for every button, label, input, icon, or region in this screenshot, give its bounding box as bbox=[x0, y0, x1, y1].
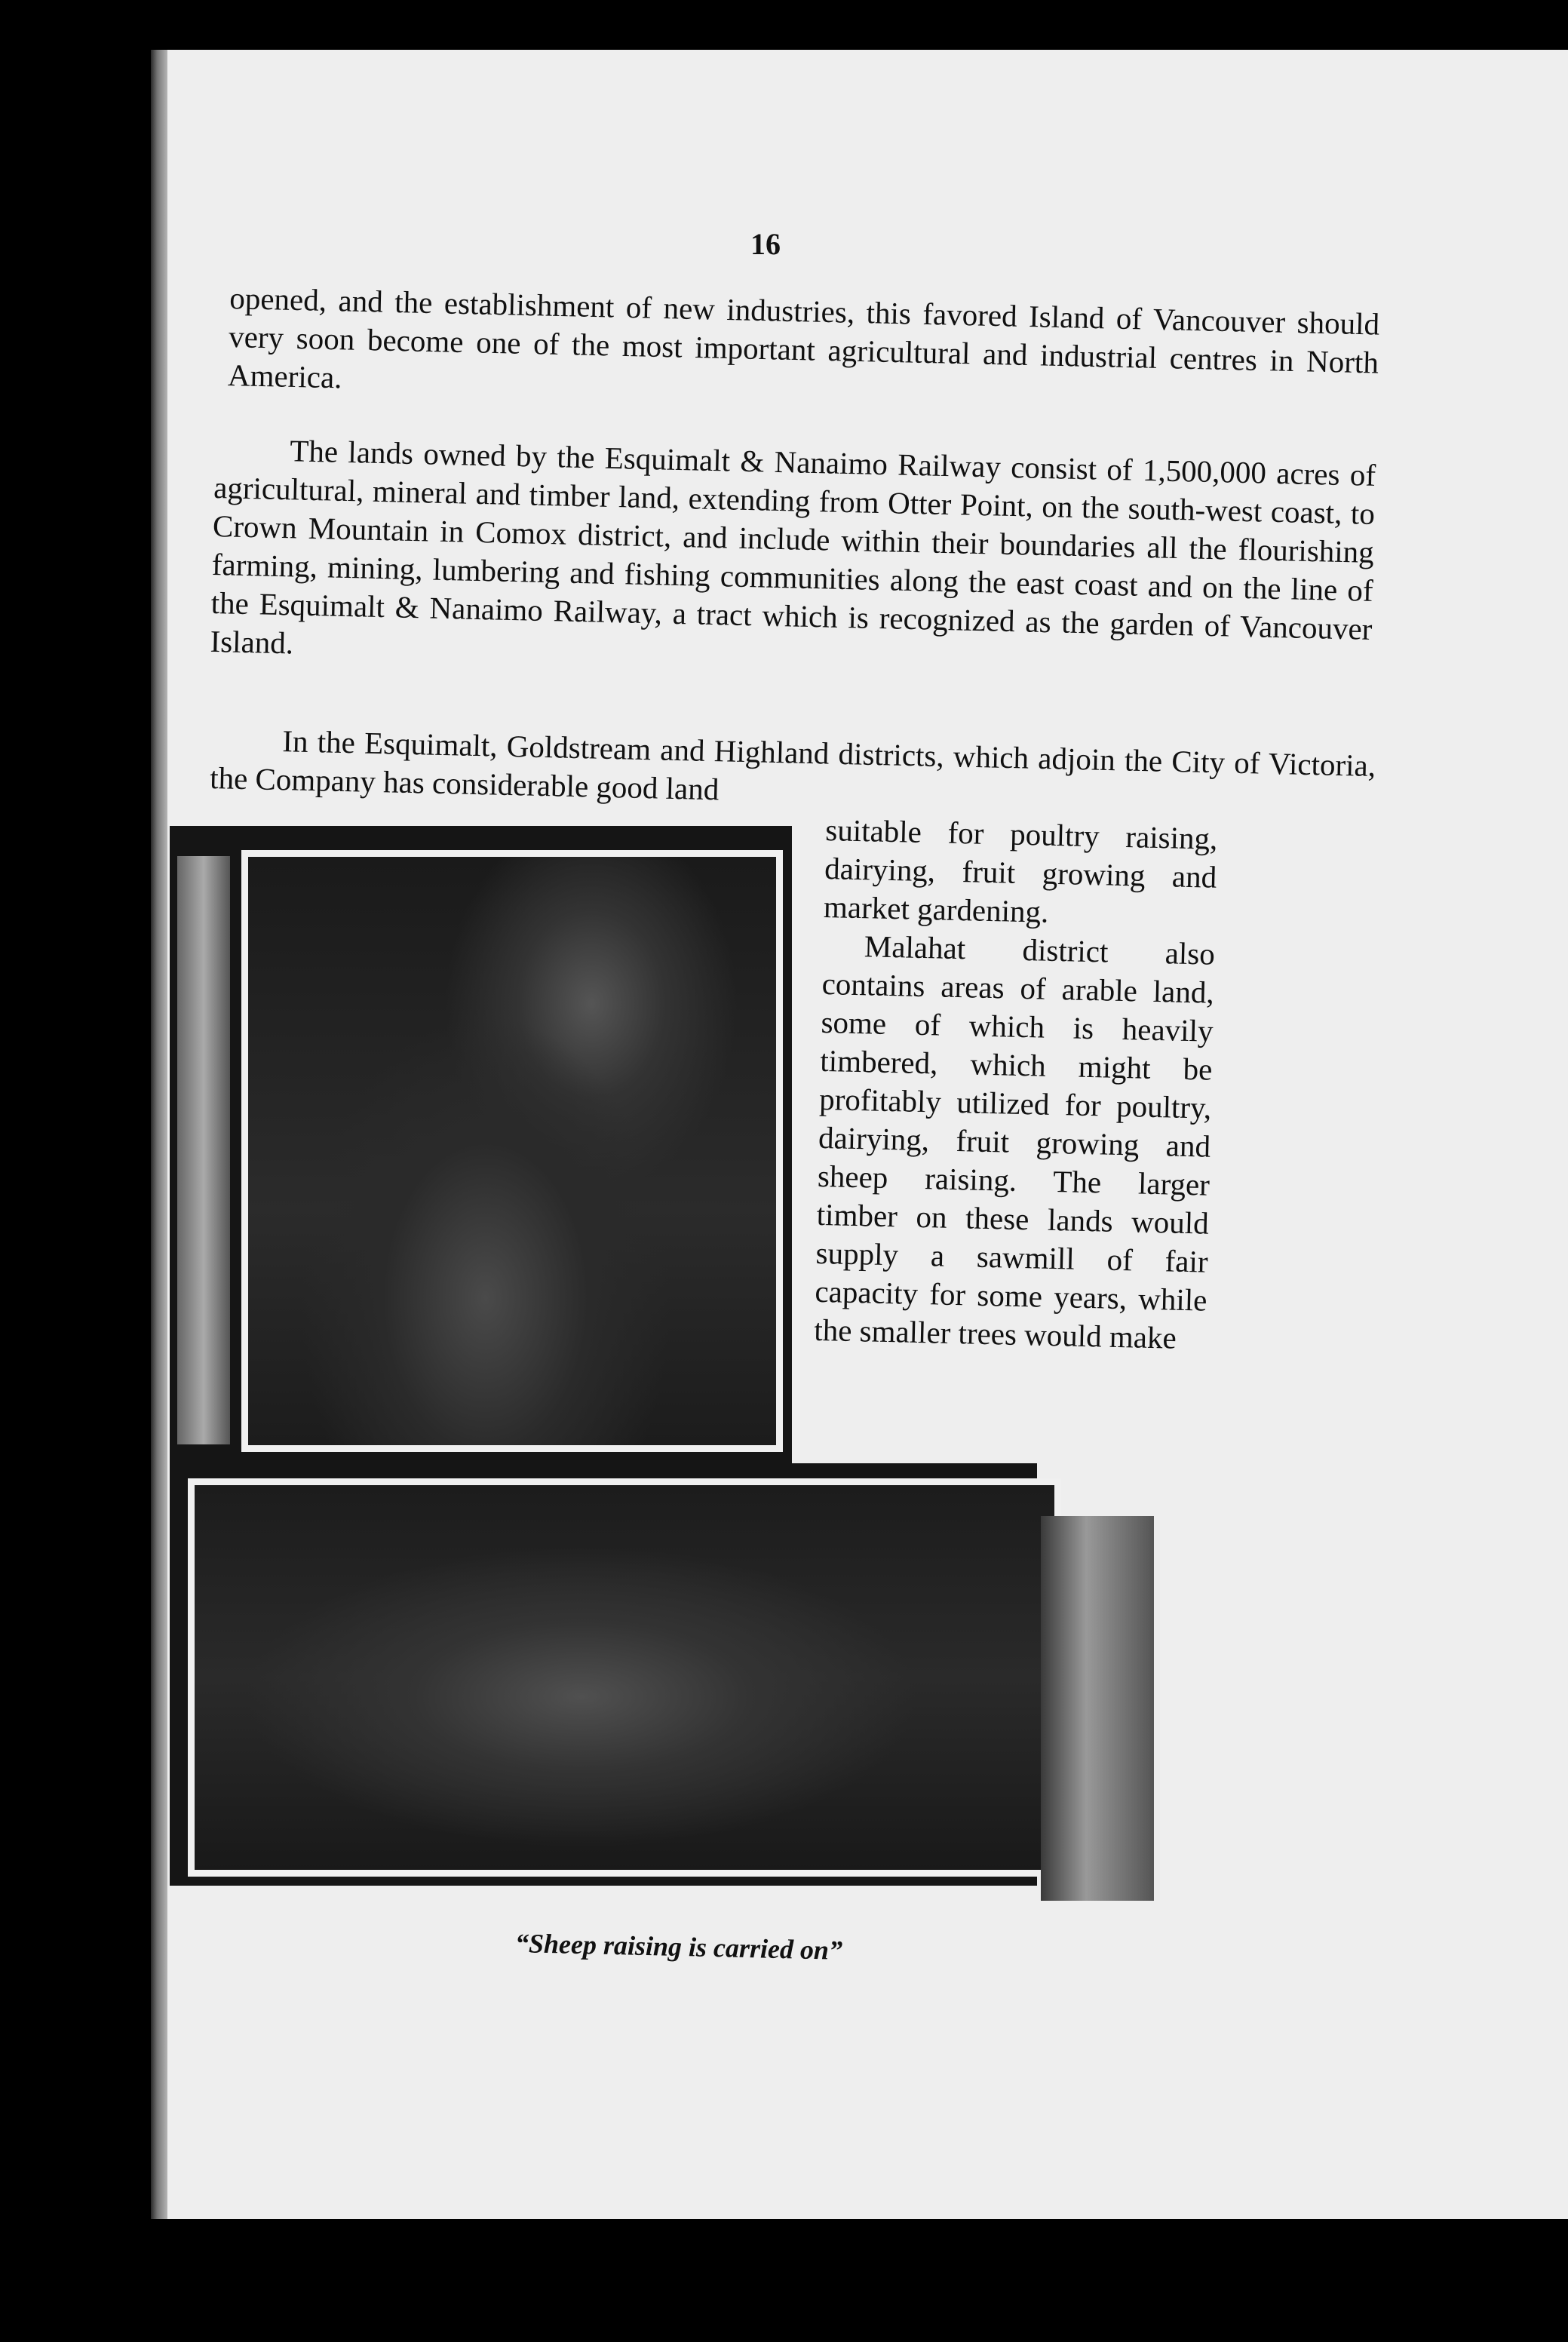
paragraph-1: opened, and the establishment of new industries, this favored Island of Vancouver should very soon become one of the most important agricultural and industrial centres in North America. bbox=[227, 280, 1380, 395]
page-number: 16 bbox=[750, 227, 781, 261]
sheep-photo-top bbox=[170, 826, 792, 1463]
sheep-flock-image bbox=[188, 1478, 1061, 1877]
side-paragraph-1: suitable for poultry raising, dairying, fruit growing and market gardening. bbox=[823, 812, 1218, 929]
page-binding-edge bbox=[151, 50, 167, 2219]
decorative-ornament-bottom bbox=[1041, 1516, 1154, 1901]
paragraph-2: The lands owned by the Esquimalt & Nanaimo Railway consist of 1,500,000 acres of agricultural, mineral and timber land, extending from Otter Point, on the south-west coast, to Crown Mountain in Comox district, and include within their boundaries all the flourishing farming, mining, lumbering and fishing communities along the east coast and on the line of the Esquimalt & Nanaimo Railway, a tract which is recognized as the garden of Vancouver Island. bbox=[210, 433, 1376, 661]
paragraph-3: In the Esquimalt, Goldstream and Highland districts, which adjoin the City of Victoria, the Company has considerable good land bbox=[209, 723, 1376, 807]
photo-caption: “Sheep raising is carried on” bbox=[514, 1928, 843, 1966]
sheep-photo-bottom bbox=[170, 1463, 1037, 1886]
side-paragraph-2: Malahat district also contains areas of arable land, some of which is heavily timbered, which might be profitably utilized for poultry, dairying, fruit growing and sheep raising. The larger timber on these lands would supply a sawmill of fair capacity for some years, while the smaller trees would make bbox=[813, 929, 1216, 1355]
decorative-ornament bbox=[177, 856, 230, 1444]
wrapped-text-column bbox=[814, 811, 1218, 1358]
sheep-in-forest-image bbox=[241, 850, 783, 1452]
